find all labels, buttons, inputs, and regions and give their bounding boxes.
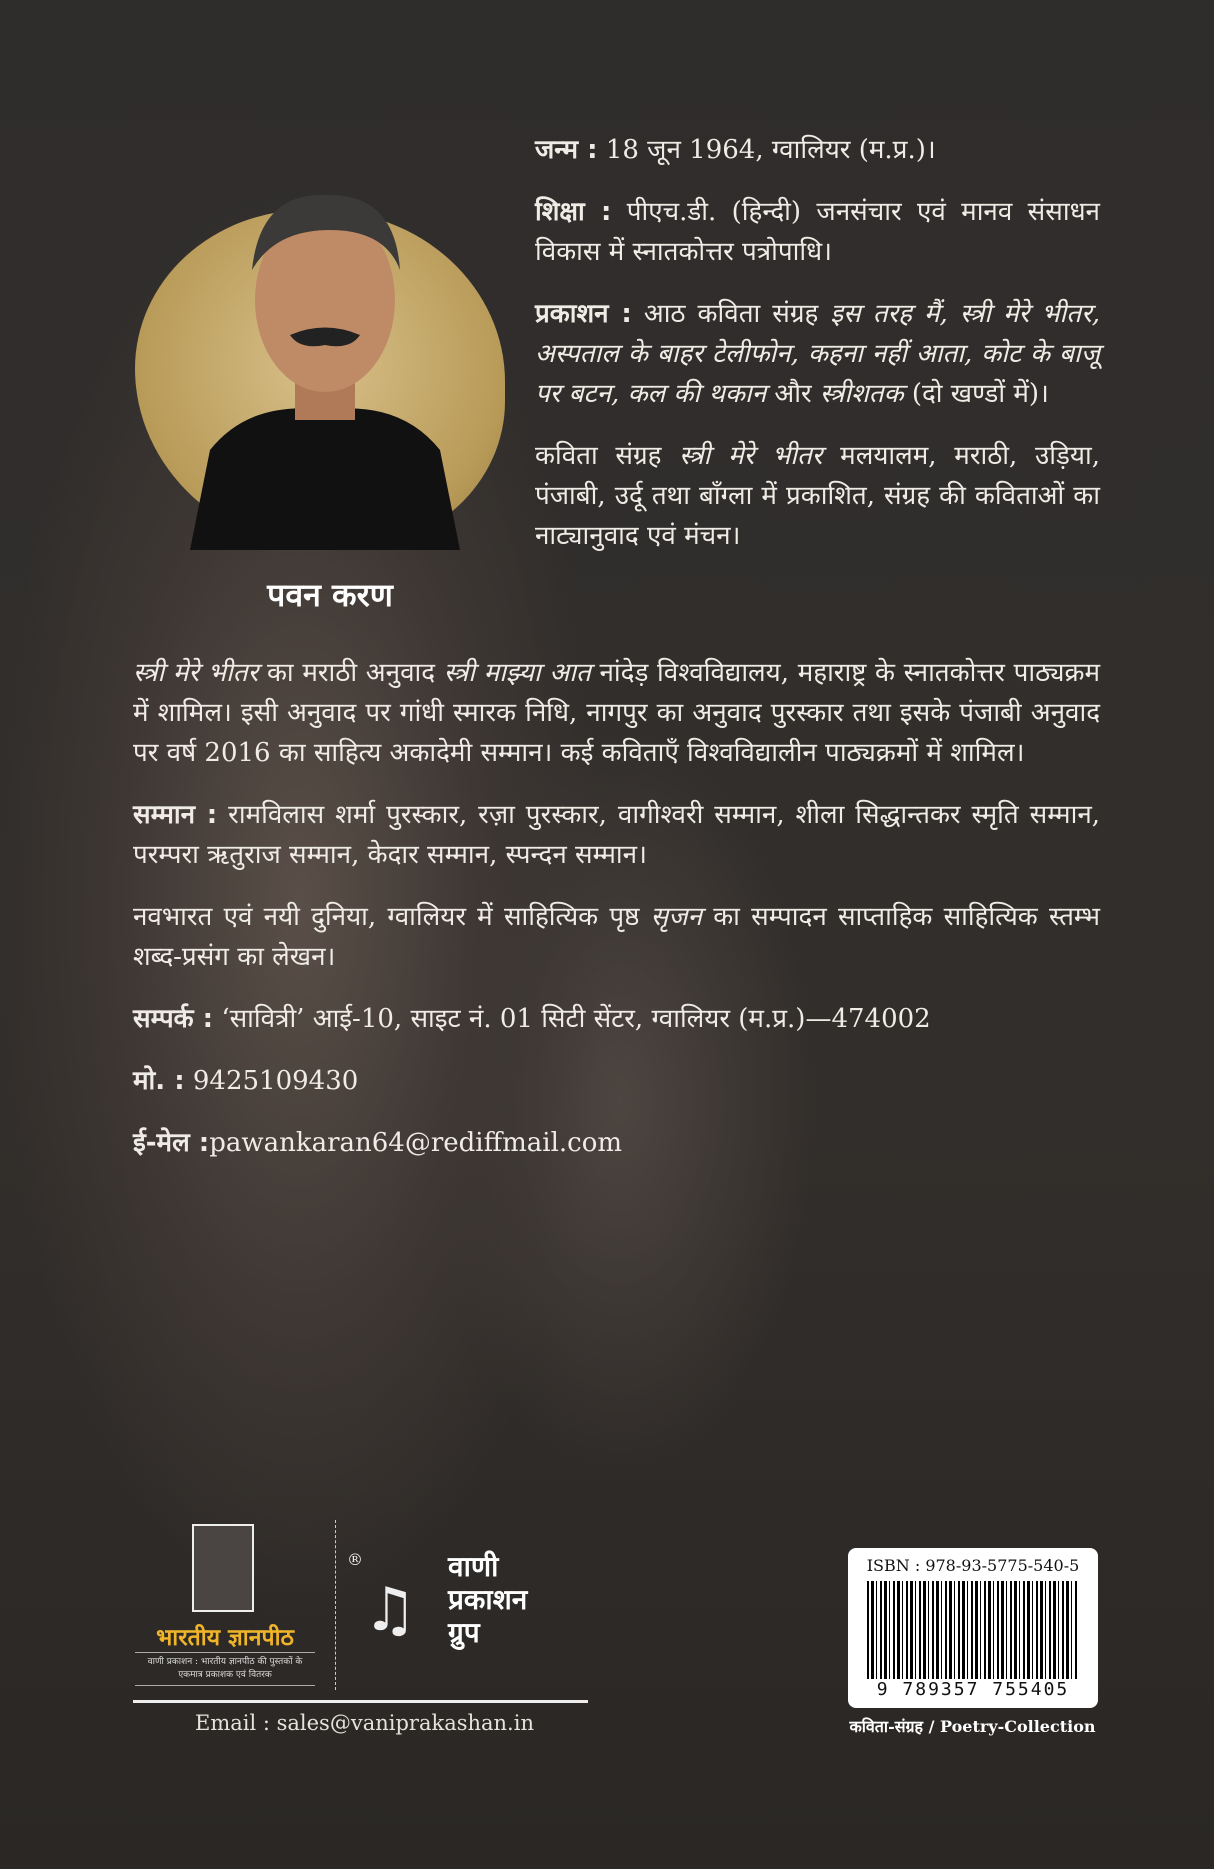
divider [335,1520,336,1690]
contact-line: सम्पर्क : ‘सावित्री’ आई-10, साइट नं. 01 सिटी सेंटर, ग्वालियर (म.प्र.)—474002 [133,1004,931,1034]
vani-saraswati-logo-icon: ® ♫ [347,1550,417,1645]
marathi-translation-para: स्त्री मेरे भीतर का मराठी अनुवाद स्त्री माझ्या आत नांदेड़ विश्वविद्यालय, महाराष्ट्र के स्नातकोत्तर पाठ्यक्रम में शामिल। इसी अनुवाद पर गांधी स्मारक निधि, नागपुर का अनुवाद पुरस्कार तथा इसके पंजाबी अनुवाद पर वर्ष 2016 का साहित्य अकादेमी सम्मान। कई कविताएँ विश्वविद्यालीन पाठ्यक्रमों में शामिल। [133,658,1100,768]
author-photo [135,150,515,570]
translations-line: कविता संग्रह स्त्री मेरे भीतर मलयालम, मराठी, उड़िया, पंजाबी, उर्दू तथा बाँग्ला में प्रकाशित, संग्रह की कविताओं का नाट्यानुवाद एवं मंचन। [535,441,1100,551]
barcode-bars [867,1581,1079,1681]
bio-full-width [133,653,1100,1185]
bio-right-column [535,130,1100,578]
publisher-email: Email : sales@vaniprakashan.in [195,1711,534,1735]
birth-line: जन्म : 18 जून 1964, ग्वालियर (म.प्र.)। [535,135,936,165]
author-portrait [190,150,460,550]
education-line: शिक्षा : पीएच.डी. (हिन्दी) जनसंचार एवं मानव संसाधन विकास में स्नातकोत्तर पत्रोपाधि। [535,197,1100,267]
jnanpith-name: भारतीय ज्ञानपीठ [156,1625,294,1651]
publications-line: प्रकाशन : आठ कविता संग्रह इस तरह मैं, स्त्री मेरे भीतर, अस्पताल के बाहर टेलीफोन, कहना नहीं आता, कोट के बाजू पर बटन, कल की थकान और स्त्रीशतक (दो खण्डों में)। [535,299,1100,409]
editing-para: नवभारत एवं नयी दुनिया, ग्वालियर में साहित्यिक पृष्ठ सृजन का सम्पादन साप्ताहिक साहित्यिक स्तम्भ शब्द-प्रसंग का लेखन। [133,902,1100,972]
jnanpith-tagline: वाणी प्रकाशन : भारतीय ज्ञानपीठ की पुस्तकों के एकमात्र प्रकाशक एवं वितरक [135,1652,315,1686]
awards-line: सम्मान : रामविलास शर्मा पुरस्कार, रज़ा पुरस्कार, वागीश्वरी सम्मान, शीला सिद्धान्तकर स्मृति सम्मान, परम्परा ऋतुराज सम्मान, केदार सम्मान, स्पन्दन सम्मान। [133,800,1101,870]
author-name: पवन करण [267,576,393,614]
isbn-text: ISBN : 978-93-5775-540-5 [866,1556,1080,1575]
genre-label: कविता-संग्रह / Poetry-Collection [849,1717,1096,1736]
email-line: ई-मेल :pawankaran64@rediffmail.com [133,1128,623,1158]
publisher-logos [130,1520,600,1695]
barcode-number: 9 789357 755405 [848,1679,1098,1700]
divider [133,1700,588,1703]
vani-prakashan-name: वाणी प्रकाशन ग्रुप [448,1550,528,1649]
isbn-barcode [848,1548,1098,1708]
bharatiya-jnanpith-emblem-icon [192,1524,254,1612]
mobile-line: मो. : 9425109430 [133,1066,359,1096]
